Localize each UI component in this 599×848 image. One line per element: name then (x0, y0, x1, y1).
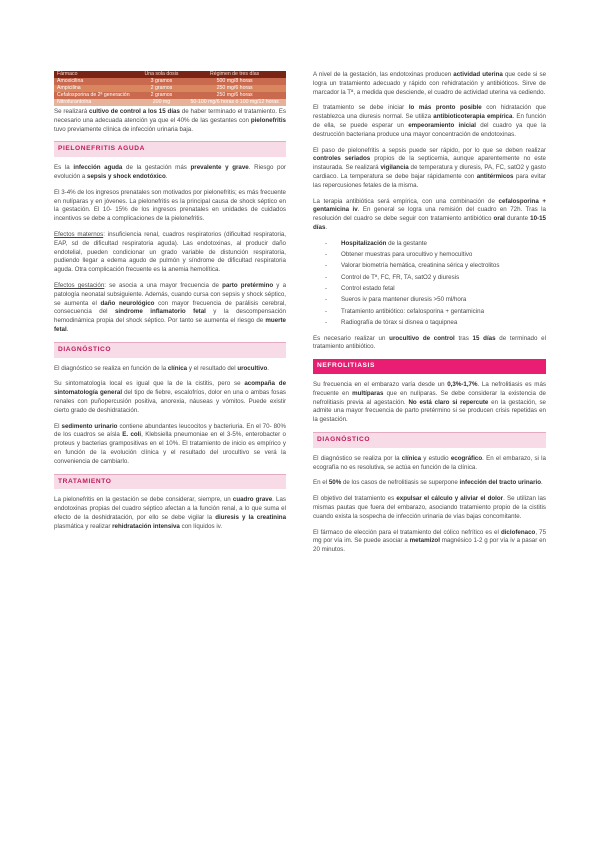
table-cell: Cefalosporina de 2ª generación (54, 92, 140, 99)
table-cell: 2 gramos (140, 85, 184, 92)
table-cell: 500 mg/8 horas (183, 78, 286, 85)
table-cell: 250 mg/6 horas (183, 85, 286, 92)
table-cell: Ampicilina (54, 85, 140, 92)
table-cell: 3 gramos (140, 78, 184, 85)
paragraph: El diagnóstico se realiza en función de la clínica y el resultado del urocultivo. (54, 364, 269, 372)
table-cell: 250 mg/6 horas (183, 92, 286, 99)
paragraph: Su frecuencia en el embarazo varía desde un 0,3%-1,7%. La nefrolitiasis es más frecuente en multíparas que en nulíparas. Se debe considerar la existencia de nefrolitiasis previa al agestación. No está claro si repercute en la gestación, se admite una mayor frecuencia de parto pretérmino si se producen crisis repetidas en la gestación. (313, 381, 546, 424)
paragraph: La terapia antibiótica será empírica, con una combinación de cefalosporina + gentamicina iv. En general se logra una remisión del cuadro en 72h. Tras la resolución del cuadro se debe seguir con tratamiento antibiótico oral durante 10-15 días. (313, 197, 546, 231)
list-item: - Control estado fetal (329, 285, 546, 294)
paragraph: Efectos maternos: insuficiencia renal, cuadros respiratorios (dificultad respiratoria, EAP, sd de dificultad respiratoria aguda). Las endotoxinas, al producir daño endotelial, pueden condicionar un grado variable de distunción respiratoria, pudiendo llegar a edema agudo de pulmón y síndrome de dificultad respiratoria aguda. Otra complicación frecuente es la anemia hemolítica. (54, 230, 286, 274)
paragraph: El tratamiento se debe iniciar lo más pronto posible con hidratación que restablezca una diuresis normal. Se utiliza antibioticoterapia empírica. En función de ella, se puede esperar un empeoramiento inicial del cuadro ya que la destrucción bacteriana produce una mayor concentración de endotoxinas. (313, 104, 546, 138)
list-item: - Obtener muestras para urocultivo y hemocultivo (329, 251, 546, 260)
table-header: Fármaco (54, 71, 140, 78)
paragraph: Su sintomatología local es igual que la de la cistitis, pero se acompaña de sintomatología general del tipo de fiebre, escalofríos, dolor en una o ambas fosas renales con puñopercusión positiva, anorexia, náuseas y vómitos. Puede existir cierto grado de deshidratación. (54, 380, 287, 414)
table-cell: Nitrofurantoína (54, 99, 140, 106)
section-heading-diagnostico: DIAGNÓSTICO (313, 432, 546, 448)
list-item: - Valorar biometría hemática, creatinina sérica y electrolitos (329, 262, 546, 271)
section-heading-nefrolitiasis: NEFROLITIASIS (313, 359, 546, 374)
list-item: - Control de Tª, FC, FR, TA, satO2 y diuresis (329, 274, 546, 283)
table-header: Una sola dosis (140, 71, 184, 78)
paragraph: El fármaco de elección para el tratamiento del cólico nefrítico es el diclofenaco, 75 mg por vía im. Se puede asociar a metamizol magnésico 1-2 g por vía iv a pasar en 20 minutos. (313, 528, 547, 554)
paragraph: El diagnóstico se realiza por la clínica y estudio ecográfico. En el embarazo, si la ecografía no es resolutiva, se actúa en función de la clínica. (313, 454, 546, 471)
table-row (54, 99, 286, 106)
right-column (313, 71, 546, 562)
paragraph: Es la infección aguda de la gestación más prevalente y grave. Riesgo por evolución a sepsis y shock endotóxico. (54, 164, 286, 180)
left-column (54, 71, 286, 538)
table-header-row (54, 71, 286, 78)
paragraph: A nivel de la gestación, las endotoxinas producen actividad uterina que cede si se logra un tratamiento adecuado y rápido con rehidratación y antibióticos. Sirve de marcador la Tª, a medida que desciende, el cuadro de actividad uterina va cediendo. (313, 71, 547, 96)
paragraph: El objetivo del tratamiento es expulsar el cálculo y aliviar el dolor. Se utilizan las mismas pautas que fuera del embarazo, asociando tratamiento propio de la cistitis cuando exista la sospecha de infección urinaria de vías bajas concomitante. (313, 495, 546, 520)
paragraph: En el 50% de los casos de nefrolitiasis se superpone infección del tracto urinario. (313, 479, 543, 487)
management-list (313, 240, 546, 328)
list-item: - Tratamiento antibiótico: cefalosporina + gentamicina (329, 308, 546, 317)
section-heading-tratamiento: TRATAMIENTO (54, 474, 286, 490)
intro-paragraph: Se realizará cultivo de control a los 15 días de haber terminado el tratamiento. Es necesario una adecuada atención ya que el 40% de las gestantes con pielonefritis tuvo previamente clínica de infección urinaria baja. (54, 108, 286, 133)
table-row (54, 78, 286, 85)
paragraph: La pielonefritis en la gestación se debe considerar, siempre, un cuadro grave. Las endotoxinas propias del cuadro séptico afectan a la función renal, a lo que suma el efecto de la deshidratación, por ello se debe vigilar la diuresis y la creatinina plasmática y realizar rehidratación intensiva con líquidos iv. (54, 496, 287, 530)
paragraph: Es necesario realizar un urocultivo de control tras 15 días de terminado el tratamiento antibiótico. (313, 334, 546, 351)
table-cell: Amoxicilina (54, 78, 140, 85)
dosage-table (54, 71, 286, 106)
paragraph: El paso de pielonefritis a sepsis puede ser rápido, por lo que se deben realizar controles seriados propios de la septicemia, aunque aparentemente no este instaurada. Se realizará vigilancia de temperatura y diuresis, PA, FC, satO2 y gasto cardiaco. La temperatura se debe bajar rápidamente con antitérmicos para evitar las repercusiones fetales de la misma. (313, 146, 546, 189)
table-row (54, 85, 286, 92)
table-row (54, 92, 286, 99)
table-cell: 2 gramos (140, 92, 184, 99)
paragraph: El sedimento urinario contiene abundantes leucocitos y bacteriuria. En el 70- 80% de los cuadros se aísla E. coli, Klebsiella pneumoniae en el 3-5%, enterobacter o proteus y bacterias grampositivas en el 10%. El tratamiento de inicio es empírico y en función de la evolución clínica y el resultado del urocultivo se verá la conveniencia de cambiarlo. (54, 422, 286, 465)
list-item: - Hospitalización de la gestante (329, 240, 546, 249)
list-item: - Sueros iv para mantener diuresis >50 ml/hora (329, 296, 546, 305)
list-item: - Radiografía de tórax si disnea o taquipnea (329, 319, 546, 328)
table-cell: 50-100 mg/6 horas ó 100 mg/12 horas (183, 99, 286, 106)
table-cell: 200 mg (140, 99, 184, 106)
section-heading-diagnostico: DIAGNÓSTICO (54, 342, 286, 358)
section-heading-pielonefritis: PIELONEFRITIS AGUDA (54, 141, 286, 157)
paragraph: El 3-4% de los ingresos prenatales son motivados por pielonefritis; es más frecuente en nulíparas y en jóvenes. La pielonefritis es la principal causa de shock séptico en la gestación. El 10- 15% de los ingresos prenatales en unidades de cuidados incentivos se debe a complicaciones de la pielonefritis. (54, 188, 286, 223)
paragraph: Efectos gestación: se asocia a una mayor frecuencia de parto pretérmino y a patología neonatal subsiguiente. Además, cuando cursa con sepsis y shock séptico, se aumenta el daño neurológico con mayor frecuencia de parálisis cerebral, consecuencia del síndrome inflamatorio fetal y la descompensación hemodinámica propia del shock séptico. Por tanto se aumenta el riesgo de muerte fetal. (54, 281, 287, 333)
table-header: Régimen de tres días (183, 71, 286, 78)
